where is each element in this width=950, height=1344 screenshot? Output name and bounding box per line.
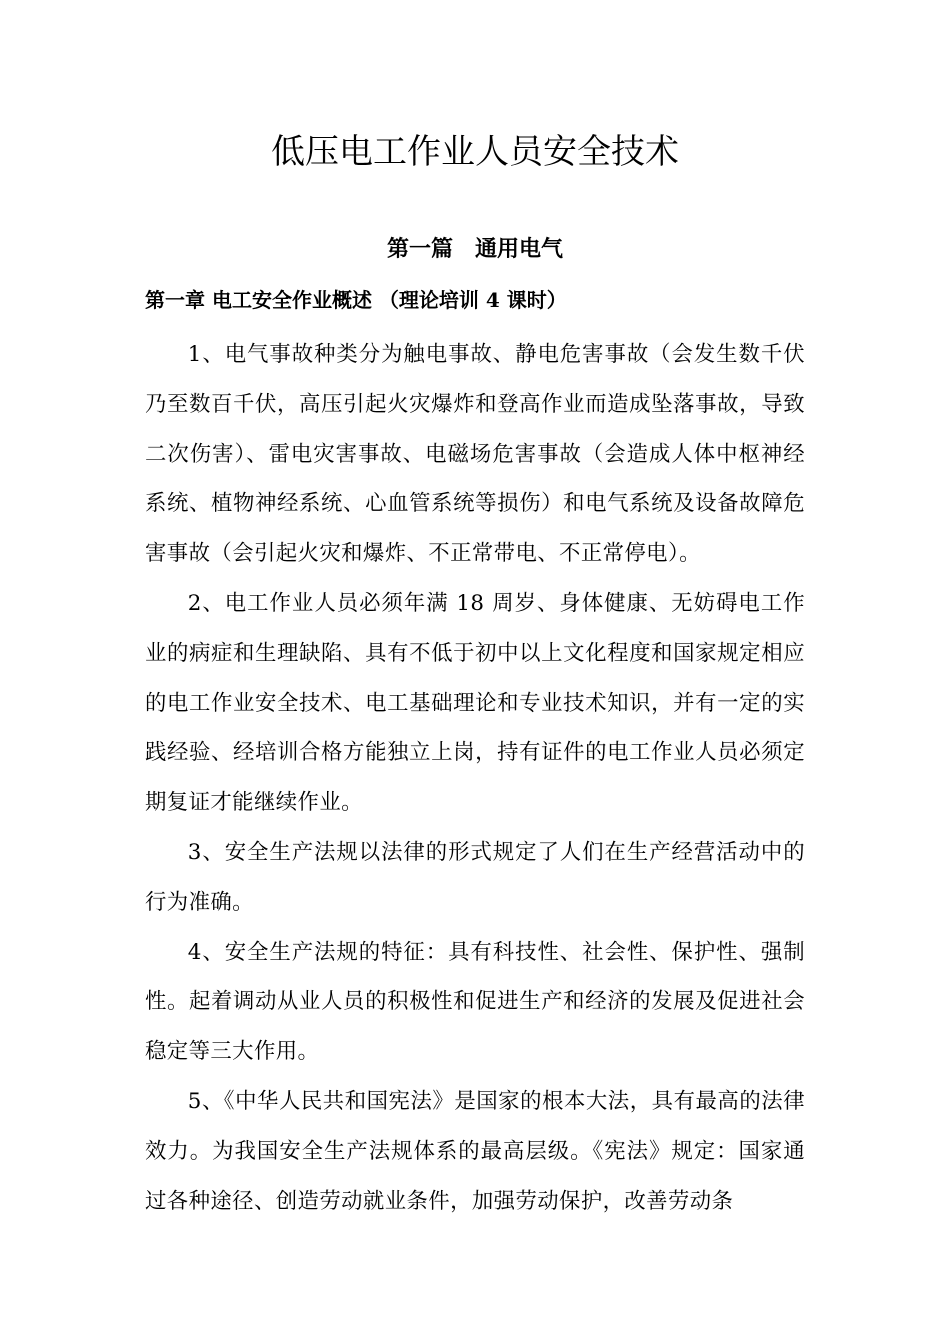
paragraph-3: 3、安全生产法规以法律的形式规定了人们在生产经营活动中的行为准确。 [145, 839, 805, 915]
document-title: 低压电工作业人员安全技术 [271, 132, 679, 172]
chapter-heading: 第一章 电工安全作业概述 （理论培训 4 课时） [145, 288, 567, 312]
paragraph-2: 2、电工作业人员必须年满 18 周岁、身体健康、无妨碍电工作业的病症和生理缺陷、具有不低于初中以上文化程度和国家规定相应的电工作业安全技术、电工基础理论和专业技术知识，并有一定的实践经验、经培训合格方能独立上岗，持有证件的电工作业人员必须定期复证才能继续作业。 [145, 590, 805, 816]
paragraph-4: 4、安全生产法规的特征：具有科技性、社会性、保护性、强制性。起着调动从业人员的积极性和促进生产和经济的发展及促进社会稳定等三大作用。 [145, 939, 805, 1065]
paragraph-1: 1、电气事故种类分为触电事故、静电危害事故（会发生数千伏乃至数百千伏，高压引起火灾爆炸和登高作业而造成坠落事故，导致二次伤害）、雷电灾害事故、电磁场危害事故（会造成人体中枢神经系统、植物神经系统、心血管系统等损伤）和电气系统及设备故障危害事故（会引起火灾和爆炸、不正常带电、不正常停电）。 [145, 342, 805, 567]
paragraph-5: 5、《中华人民共和国宪法》是国家的根本大法，具有最高的法律效力。为我国安全生产法规体系的最高层级。《宪法》规定：国家通过各种途径、创造劳动就业条件，加强劳动保护，改善劳动条 [145, 1088, 805, 1214]
document-body [145, 330, 805, 1226]
part-heading: 第一篇 通用电气 [386, 236, 563, 262]
